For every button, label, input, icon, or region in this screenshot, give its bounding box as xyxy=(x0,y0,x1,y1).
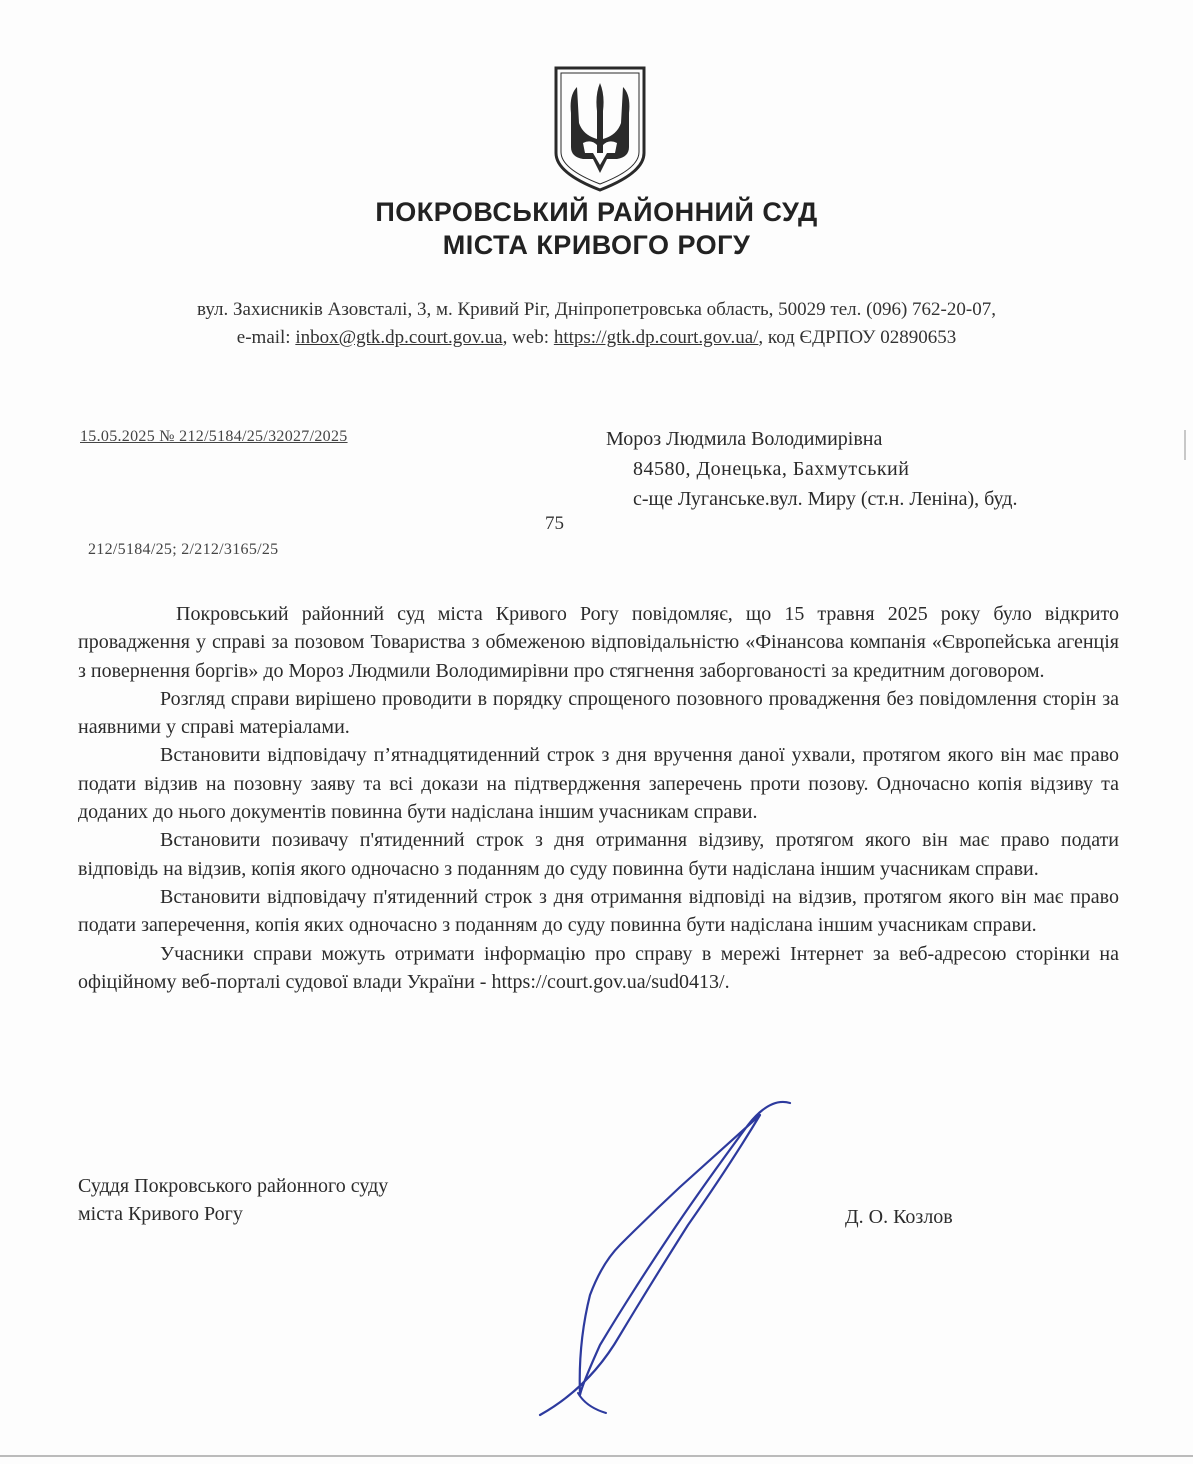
paragraph: Розгляд справи вирішено проводити в порядку спрощеного позовного провадження без повідомлення сторін за наявними у справі матеріалами. xyxy=(78,687,1119,739)
email-label: e-mail: xyxy=(236,327,296,348)
judge-name: Д. О. Козлов xyxy=(845,1206,953,1228)
web-link[interactable]: https://gtk.dp.court.gov.ua/ xyxy=(553,327,759,348)
court-name-line2: МІСТА КРИВОГО РОГУ xyxy=(442,230,751,260)
notice-body xyxy=(78,600,1119,996)
paragraph: Встановити позивачу п'ятиденний строк з дня отримання відзиву, протягом якого він має право подати відповідь на відзив, копія якого одночасно з поданням до суду повинна бути надіслана іншим учасникам справи. xyxy=(78,829,1119,880)
handwritten-signature-icon xyxy=(520,1095,800,1425)
paragraph: Покровський районний суд міста Кривого Рогу повідомляє, що 15 травня 2025 року було відкрито провадження у справі за позовом Товариства з обмеженою відповідальністю «Фінансова компанія «Європейська агенція з повернення боргів» до Мороз Людмили Володимирівни про стягнення заборгованості за кредитним договором. xyxy=(78,603,1119,682)
trident-coat-of-arms-icon xyxy=(553,65,647,193)
judge-title-line2: міста Кривого Рогу xyxy=(78,1203,243,1225)
scan-bottom-edge xyxy=(0,1455,1193,1457)
scan-edge-mark xyxy=(1184,430,1186,460)
court-address: вул. Захисників Азовсталі, 3, м. Кривий Ріг, Дніпропетровська область, 50029 тел. (096) 762-20-07, xyxy=(197,299,996,320)
registration-number: 15.05.2025 № 212/5184/25/32027/2025 xyxy=(80,428,348,445)
recipient-address-line1: 84580, Донецька, Бахмутський xyxy=(633,458,910,480)
judge-title-line1: Суддя Покровського районного суду xyxy=(78,1175,389,1197)
recipient-name: Мороз Людмила Володимирівна xyxy=(606,428,883,450)
court-name-line1: ПОКРОВСЬКИЙ РАЙОННИЙ СУД xyxy=(375,197,818,227)
recipient-address-line2: с-ще Луганське.вул. Миру (ст.н. Леніна), буд. xyxy=(633,488,1018,510)
paragraph: Встановити відповідачу п’ятнадцятиденний строк з дня вручення даної ухвали, протягом якого він має право подати відзив на позовну заяву та всі докази на підтвердження заперечень проти позову. Одночасно копія відзиву та доданих до нього документів повинна бути надіслана іншим учасникам справи. xyxy=(78,744,1119,824)
judge-title xyxy=(78,1172,388,1228)
court-contacts xyxy=(0,327,1193,349)
paragraph: Учасники справи можуть отримати інформацію про справу в мережі Інтернет за веб-адресою сторінки на офіційному веб-порталі судової влади України - https://court.gov.ua/sud0413/. xyxy=(78,942,1119,993)
web-label: , web: xyxy=(502,327,554,348)
case-references: 212/5184/25; 2/212/3165/25 xyxy=(88,541,279,558)
paragraph: Встановити відповідачу п'ятиденний строк з дня отримання відповіді на відзив, протягом якого він має право подати заперечення, копія яких одночасно з поданням до суду повинна бути надіслана іншим учасникам справи. xyxy=(78,885,1119,937)
edrpou-code: , код ЄДРПОУ 02890653 xyxy=(758,327,957,348)
page-number: 75 xyxy=(545,513,564,534)
email-link[interactable]: inbox@gtk.dp.court.gov.ua xyxy=(295,327,503,348)
